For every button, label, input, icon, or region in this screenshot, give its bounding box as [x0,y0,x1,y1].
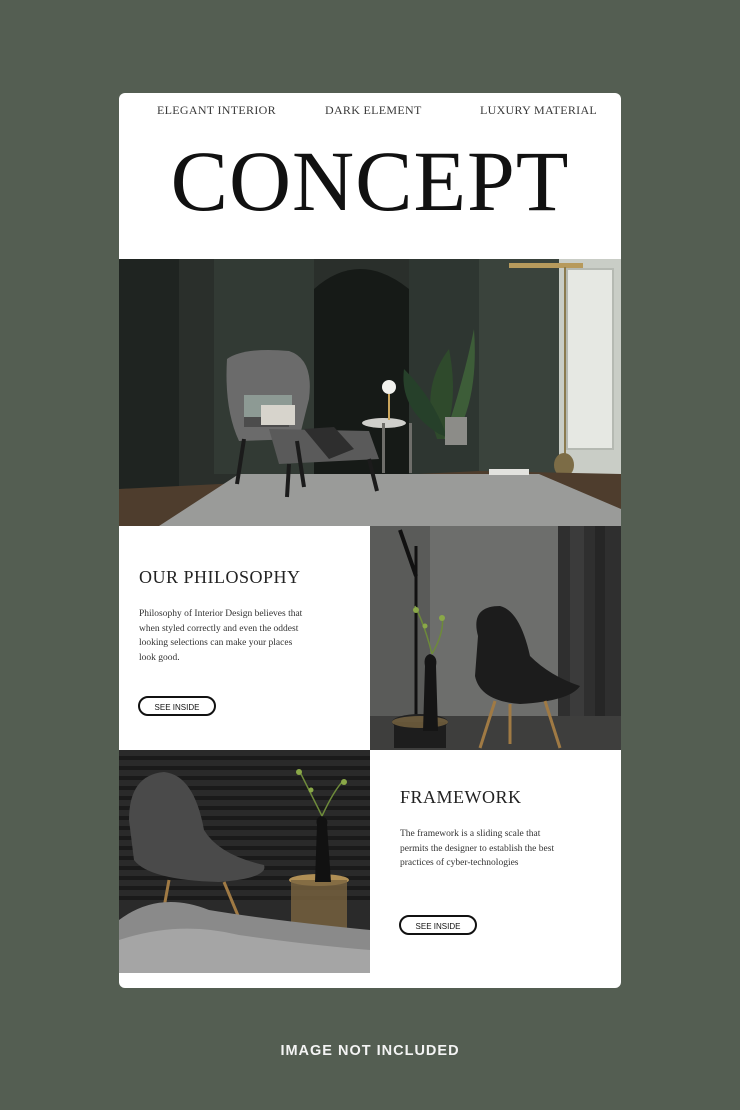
philosophy-heading: OUR PHILOSOPHY [139,567,301,587]
chair-lamp-photo [370,526,621,750]
philosophy-see-inside-button[interactable]: SEE INSIDE [138,696,216,716]
philosophy-text: Philosophy of Interior Design believes that when styled correctly and even the oddest looking selections can make your places look good. [139,609,303,663]
header-tags [119,103,621,121]
framework-heading: FRAMEWORK [400,787,522,807]
tag-dark-element: DARK ELEMENT [325,103,422,117]
framework-see-inside-button[interactable]: SEE INSIDE [399,915,477,935]
concept-card [119,93,621,988]
tag-elegant-interior: ELEGANT INTERIOR [157,103,276,117]
image-not-included-notice: IMAGE NOT INCLUDED [280,1043,460,1059]
tag-luxury-material: LUXURY MATERIAL [480,103,598,117]
hero-room-photo [119,259,621,526]
framework-text: The framework is a sliding scale that permits the designer to establish the best practices of cyber-technologies [400,829,555,868]
page-title: CONCEPT [170,133,570,229]
chair-blinds-photo [119,750,370,973]
